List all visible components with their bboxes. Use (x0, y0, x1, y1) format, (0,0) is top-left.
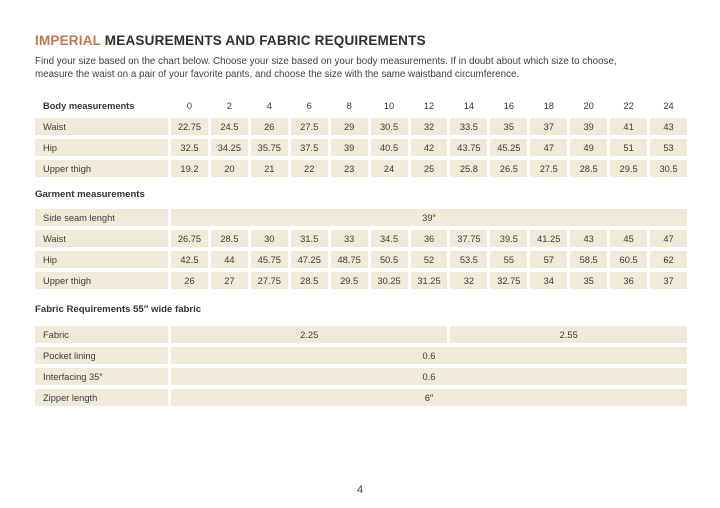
measurement-cell: 55 (490, 251, 527, 268)
size-column-header: 12 (423, 100, 435, 111)
measurement-cell: 58.5 (570, 251, 607, 268)
measurement-cell: 32 (411, 118, 448, 135)
measurement-cell-full: 0.6 (171, 347, 687, 364)
measurement-cell: 29 (331, 118, 368, 135)
row-label: Side seam lenght (35, 209, 168, 226)
measurement-cell: 47 (650, 230, 687, 247)
measurement-cell: 40.5 (371, 139, 408, 156)
size-column-header: 24 (663, 100, 674, 111)
size-column-header: 22 (623, 100, 634, 111)
measurement-cell: 29.5 (610, 160, 647, 177)
table-row (35, 272, 687, 289)
measurement-cell: 30.5 (371, 118, 408, 135)
measurement-cell: 31.5 (291, 230, 328, 247)
measurement-cell: 19.2 (171, 160, 208, 177)
measurement-cell: 27.75 (251, 272, 288, 289)
measurement-cell: 43.75 (450, 139, 487, 156)
row-label: Hip (35, 139, 168, 156)
row-label: Fabric (35, 326, 168, 343)
row-label: Upper thigh (35, 272, 168, 289)
page-title-rest: MEASUREMENTS AND FABRIC REQUIREMENTS (100, 33, 426, 48)
measurement-cell: 28.5 (291, 272, 328, 289)
measurement-cell: 30.5 (650, 160, 687, 177)
measurement-cell: 53.5 (450, 251, 487, 268)
measurement-cell: 26.5 (490, 160, 527, 177)
size-column-header: 16 (503, 100, 514, 111)
measurement-cell: 26 (171, 272, 208, 289)
measurement-cell: 45.75 (251, 251, 288, 268)
measurement-cell: 62 (650, 251, 687, 268)
table-header-row (35, 97, 687, 114)
measurement-cell: 34 (530, 272, 567, 289)
row-label: Zipper length (35, 389, 168, 406)
measurement-cell: 37.75 (450, 230, 487, 247)
measurement-cell: 30 (251, 230, 288, 247)
measurement-cell: 52 (411, 251, 448, 268)
measurement-cell: 44 (211, 251, 248, 268)
measurement-cell: 35.75 (251, 139, 288, 156)
measurement-cell: 24 (371, 160, 408, 177)
intro-line-2: measure the waist on a pair of your favorite pants, and choose the size with the same waistband circumference. (35, 69, 520, 80)
measurement-cell: 28.5 (570, 160, 607, 177)
table-row (35, 209, 687, 226)
measurement-cell: 34.5 (371, 230, 408, 247)
measurement-cell: 29.5 (331, 272, 368, 289)
measurement-cell: 26 (251, 118, 288, 135)
measurement-cell-full: 6″ (171, 389, 687, 406)
measurement-cell: 45 (610, 230, 647, 247)
row-label: Waist (35, 118, 168, 135)
section-header-fabric: Fabric Requirements 55″ wide fabric (35, 304, 202, 315)
measurement-cell: 41 (610, 118, 647, 135)
table-row (35, 118, 687, 135)
measurement-cell: 27 (211, 272, 248, 289)
measurement-cell: 22.75 (171, 118, 208, 135)
measurement-cell: 25.8 (450, 160, 487, 177)
measurement-cell: 33 (331, 230, 368, 247)
measurement-cell: 25 (411, 160, 448, 177)
page-title (35, 33, 426, 48)
fabric-requirements-table (35, 326, 687, 410)
intro-text (35, 55, 695, 81)
measurement-cell: 39 (331, 139, 368, 156)
measurement-cell-left: 2.25 (171, 326, 447, 343)
measurement-cell: 27.5 (530, 160, 567, 177)
page-title-accent: IMPERIAL (35, 33, 101, 48)
size-column-header: 14 (463, 100, 475, 111)
measurement-cell: 42.5 (171, 251, 208, 268)
size-column-header: 18 (543, 100, 554, 111)
measurement-cell: 47.25 (291, 251, 328, 268)
size-column-header: 6 (306, 100, 312, 111)
size-column-header: 10 (383, 100, 395, 111)
row-label: Pocket lining (35, 347, 168, 364)
measurement-cell: 36 (610, 272, 647, 289)
row-label: Waist (35, 230, 168, 247)
measurement-cell: 32.5 (171, 139, 208, 156)
measurement-cell: 57 (530, 251, 567, 268)
measurement-cell: 32.75 (490, 272, 527, 289)
row-label: Interfacing 35″ (35, 368, 168, 385)
page-number: 4 (356, 484, 364, 496)
measurement-cell-full: 39″ (171, 209, 687, 226)
size-column-header: 4 (266, 100, 272, 111)
measurement-cell: 31.25 (411, 272, 448, 289)
garment-measurements-table (35, 209, 687, 293)
measurement-cell: 23 (331, 160, 368, 177)
size-column-header: 8 (346, 100, 352, 111)
measurement-cell: 37.5 (291, 139, 328, 156)
measurement-cell: 34.25 (211, 139, 248, 156)
size-column-header: 20 (583, 100, 594, 111)
measurement-cell: 41.25 (530, 230, 567, 247)
table-row (35, 139, 687, 156)
measurement-cell: 37 (650, 272, 687, 289)
measurement-cell: 47 (530, 139, 567, 156)
size-column-header: 2 (226, 100, 232, 111)
measurement-cell: 49 (570, 139, 607, 156)
measurement-cell: 30.25 (371, 272, 408, 289)
table-row (35, 251, 687, 268)
measurement-cell: 50.5 (371, 251, 408, 268)
intro-line-1: Find your size based on the chart below. Choose your size based on your body measurements. If in doubt about which size to choose, (35, 56, 617, 67)
measurement-cell: 20 (211, 160, 248, 177)
measurement-cell: 35 (570, 272, 607, 289)
measurement-cell: 43 (570, 230, 607, 247)
measurement-cell: 26.75 (171, 230, 208, 247)
measurement-cell-full: 0.6 (171, 368, 687, 385)
measurement-cell: 36 (411, 230, 448, 247)
section-header-garment: Garment measurements (35, 189, 145, 200)
table-row (35, 160, 687, 177)
measurement-cell: 22 (291, 160, 328, 177)
measurement-cell: 39.5 (490, 230, 527, 247)
measurement-cell: 32 (450, 272, 487, 289)
table-row (35, 368, 687, 385)
measurement-cell: 60.5 (610, 251, 647, 268)
row-label: Upper thigh (35, 160, 168, 177)
measurement-cell: 48.75 (331, 251, 368, 268)
measurement-cell: 37 (530, 118, 567, 135)
row-label: Hip (35, 251, 168, 268)
measurement-cell: 39 (570, 118, 607, 135)
table-row (35, 326, 687, 343)
measurement-cell: 43 (650, 118, 687, 135)
table-row (35, 230, 687, 247)
table-header-label: Body measurements (43, 100, 135, 111)
table-row (35, 389, 687, 406)
measurement-cell: 45.25 (490, 139, 527, 156)
measurement-cell: 28.5 (211, 230, 248, 247)
measurement-cell: 21 (251, 160, 288, 177)
measurement-cell: 42 (411, 139, 448, 156)
table-row (35, 347, 687, 364)
measurement-cell: 27.5 (291, 118, 328, 135)
measurement-cell: 24.5 (211, 118, 248, 135)
measurement-cell: 35 (490, 118, 527, 135)
measurement-cell: 53 (650, 139, 687, 156)
body-measurements-table (35, 97, 687, 181)
measurement-cell: 33.5 (450, 118, 487, 135)
size-column-header: 0 (186, 100, 193, 111)
measurement-cell-right: 2.55 (450, 326, 687, 343)
measurement-cell: 51 (610, 139, 647, 156)
